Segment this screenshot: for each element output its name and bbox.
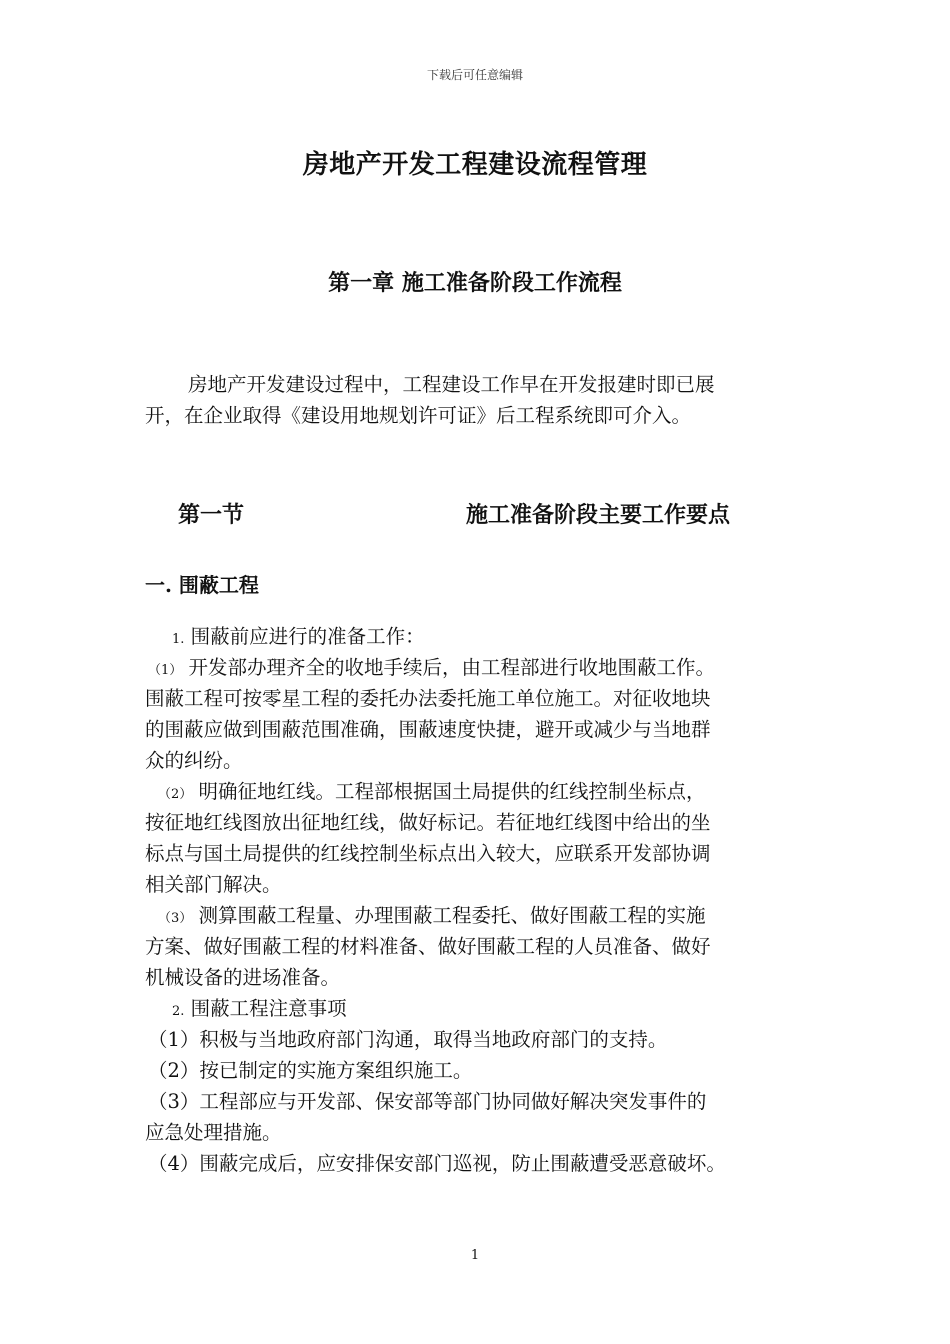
point-1-3-number: （3） bbox=[158, 911, 193, 926]
point-1-1-line-4: 众的纠纷。 bbox=[145, 749, 243, 772]
subsection-heading: 一. 围蔽工程 bbox=[145, 573, 259, 597]
point-1-2-line-1: （2） 明确征地红线。工程部根据国土局提供的红线控制坐标点， bbox=[158, 780, 706, 803]
item1-number: 1. bbox=[172, 632, 185, 647]
point-1-2-line-2: 按征地红线图放出征地红线，做好标记。若征地红线图中给出的坐 bbox=[145, 811, 711, 834]
point-1-1-number: （1） bbox=[148, 663, 183, 678]
point-1-2-line-4: 相关部门解决。 bbox=[145, 873, 282, 896]
chapter-heading: 第一章 施工准备阶段工作流程 bbox=[328, 270, 622, 296]
section-label: 第一节 bbox=[178, 502, 245, 528]
point-2-3-line-2: 应急处理措施。 bbox=[145, 1121, 282, 1144]
point-1-3-line-1: （3） 测算围蔽工程量、办理围蔽工程委托、做好围蔽工程的实施 bbox=[158, 904, 706, 927]
point-1-2-line-3: 标点与国土局提供的红线控制坐标点出入较大，应联系开发部协调 bbox=[145, 842, 711, 865]
item2-number: 2. bbox=[172, 1004, 185, 1019]
point-1-1-line-1: （1） 开发部办理齐全的收地手续后，由工程部进行收地围蔽工作。 bbox=[148, 656, 715, 679]
document-title: 房地产开发工程建设流程管理 bbox=[302, 150, 648, 180]
point-1-1-line-2: 围蔽工程可按零星工程的委托办法委托施工单位施工。对征收地块 bbox=[145, 687, 711, 710]
item2-title: 围蔽工程注意事项 bbox=[190, 997, 347, 1020]
section-title: 施工准备阶段主要工作要点 bbox=[466, 502, 731, 528]
point-1-3-line-2: 方案、做好围蔽工程的材料准备、做好围蔽工程的人员准备、做好 bbox=[145, 935, 711, 958]
point-2-3-line-1: （3）工程部应与开发部、保安部等部门协同做好解决突发事件的 bbox=[148, 1090, 707, 1113]
point-2-1-number: （1） bbox=[148, 1028, 200, 1051]
point-2-2-number: （2） bbox=[148, 1059, 200, 1082]
page-header-note: 下载后可任意编辑 bbox=[426, 68, 523, 82]
intro-line-1: 房地产开发建设过程中，工程建设工作早在开发报建时即已展 bbox=[188, 373, 715, 396]
intro-line-2: 开，在企业取得《建设用地规划许可证》后工程系统即可介入。 bbox=[145, 404, 692, 427]
item2-heading bbox=[172, 993, 347, 1027]
point-1-2-number: （2） bbox=[158, 787, 193, 802]
point-2-4-line-1: （4）围蔽完成后，应安排保安部门巡视，防止围蔽遭受恶意破坏。 bbox=[148, 1152, 726, 1175]
point-2-2-line-1: （2）按已制定的实施方案组织施工。 bbox=[148, 1059, 473, 1082]
point-2-3-number: （3） bbox=[148, 1090, 200, 1113]
item1-heading bbox=[172, 621, 425, 655]
item1-title: 围蔽前应进行的准备工作： bbox=[190, 625, 425, 648]
point-2-1-line-1: （1）积极与当地政府部门沟通，取得当地政府部门的支持。 bbox=[148, 1028, 668, 1051]
point-1-1-line-3: 的围蔽应做到围蔽范围准确，围蔽速度快捷，避开或减少与当地群 bbox=[145, 718, 711, 741]
point-2-4-number: （4） bbox=[148, 1152, 200, 1175]
page-number: 1 bbox=[470, 1248, 480, 1263]
point-1-3-line-3: 机械设备的进场准备。 bbox=[145, 966, 341, 989]
